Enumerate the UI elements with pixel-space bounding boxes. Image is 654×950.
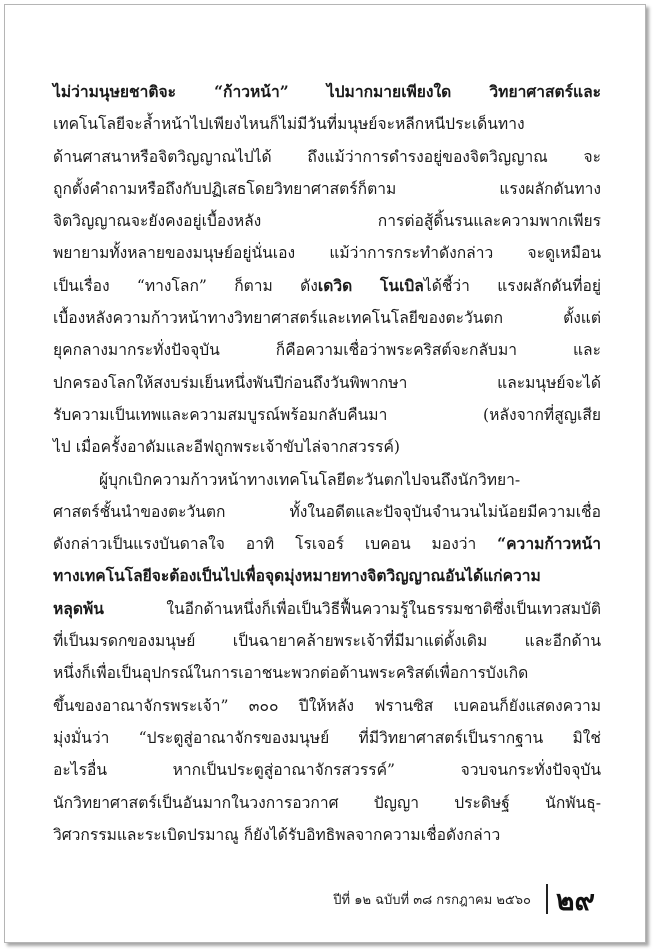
- text-line: [53, 787, 601, 819]
- bold-text-segment: “ความก้าวหน้า: [497, 534, 601, 554]
- footer-divider: [546, 884, 548, 914]
- text-line: [53, 431, 601, 463]
- text-segment: ดังกล่าวเป็นแรงบันดาลใจ อาทิ โรเจอร์ เบคอน มองว่า: [53, 535, 498, 554]
- text-segment: ที่เป็นมรดกของมนุษย์ เป็นฉายาคล้ายพระเจ้าที่มีมาแต่ดั้งเดิม และอีกด้าน: [53, 632, 601, 651]
- text-line: [53, 496, 601, 528]
- text-segment: วิศวกรรมและระเบิดปรมาณู ก็ยังได้รับอิทธิพลจากความเชื่อดังกล่าว: [53, 825, 501, 844]
- bold-text-segment: เดวิด โนเบิล: [317, 275, 424, 295]
- text-segment: ด้านศาสนาหรือจิตวิญญาณไปได้ ถึงแม้ว่าการดำรงอยู่ของจิตวิญญาณ จะ: [53, 147, 601, 166]
- text-line: [53, 399, 601, 431]
- text-line: [53, 173, 601, 205]
- text-line: [53, 76, 601, 108]
- text-segment: ไป เมื่อครั้งอาดัมและอีฟถูกพระเจ้าขับไล่จากสวรรค์): [53, 438, 400, 457]
- text-segment: ศาสตร์ชั้นนำของตะวันตก ทั้งในอดีตและปัจจุบันจำนวนไม่น้อยมีความเชื่อ: [53, 502, 601, 521]
- text-line: [53, 205, 601, 237]
- text-segment: เทคโนโลยีจะล้ำหน้าไปเพียงไหนก็ไม่มีวันที่มนุษย์จะหลีกหนีประเด็นทาง: [53, 115, 525, 134]
- text-segment: ผู้บุกเบิกความก้าวหน้าทางเทคโนโลยีตะวันตกไปจนถึงนักวิทยา-: [99, 470, 521, 489]
- text-segment: ถูกตั้งคำถามหรือถึงกับปฏิเสธโดยวิทยาศาสตร์ก็ตาม แรงผลักดันทาง: [53, 179, 601, 198]
- issue-info: ปีที่ ๑๒ ฉบับที่ ๓๘ กรกฎาคม ๒๕๖๐: [333, 893, 531, 908]
- text-segment: ขึ้นของอาณาจักรพระเจ้า” ๓๐๐ ปีให้หลัง ฟรานซิส เบคอนก็ยังแสดงความ: [53, 696, 601, 715]
- text-segment: พยายามทั้งหลายของมนุษย์อยู่นั่นเอง แม้ว่าการกระทำดังกล่าว จะดูเหมือน: [53, 244, 601, 263]
- text-segment: จิตวิญญาณจะยังคงอยู่เบื้องหลัง การต่อสู้ดิ้นรนและความพากเพียร: [53, 212, 601, 231]
- text-line: [53, 528, 601, 560]
- text-segment: ในอีกด้านหนึ่งก็เพื่อเป็นวิธีฟื้นความรู้ในธรรมชาติซึ่งเป็นเทวสมบัติ: [103, 599, 601, 618]
- bold-text-segment: ไม่ว่ามนุษยชาติจะ “ก้าวหน้า” ไปมากมายเพียงใด วิทยาศาสตร์และ: [53, 82, 601, 101]
- text-line: [53, 108, 601, 140]
- bold-text-segment: ทางเทคโนโลยีจะต้องเป็นไปเพื่อจุดมุ่งหมายทางจิตวิญญาณอันได้แก่ความ: [53, 566, 541, 586]
- text-line: [53, 625, 601, 657]
- text-line: [53, 367, 601, 399]
- text-segment: ปกครองโลกให้สงบร่มเย็นหนึ่งพันปีก่อนถึงวันพิพากษา และมนุษย์จะได้: [53, 373, 601, 392]
- text-line: [53, 237, 601, 269]
- text-line: [53, 819, 601, 851]
- text-line: [53, 560, 601, 592]
- text-segment: เป็นเรื่อง “ทางโลก” ก็ตาม ดัง: [53, 276, 318, 295]
- text-segment: มุ่งมั่นว่า “ประตูสู่อาณาจักรของมนุษย์ ที่มีวิทยาศาสตร์เป็นรากฐาน มิใช่: [53, 728, 601, 747]
- text-segment: หนึ่งก็เพื่อเป็นอุปกรณ์ในการเอาชนะพวกต่อต้านพระคริสต์เพื่อการบังเกิด: [53, 664, 529, 683]
- text-line: [53, 722, 601, 754]
- text-line: [53, 754, 601, 786]
- text-segment: ยุคกลางมากระทั่งปัจจุบัน ก็คือความเชื่อว่าพระคริสต์จะกลับมา และ: [53, 341, 601, 360]
- text-line: [53, 270, 601, 302]
- page-number: ๒๙: [556, 884, 595, 917]
- text-line: [53, 657, 601, 689]
- bold-text-segment: หลุดพ้น: [53, 598, 104, 618]
- text-segment: อะไรอื่น หากเป็นประตูสู่อาณาจักรสวรรค์” จวบจนกระทั่งปัจจุบัน: [53, 761, 601, 780]
- text-segment: รับความเป็นเทพและความสมบูรณ์พร้อมกลับคืนมา (หลังจากที่สูญเสีย: [53, 405, 601, 424]
- text-line: [53, 334, 601, 366]
- text-line: [53, 593, 601, 625]
- text-line: [53, 464, 601, 496]
- body-text: [53, 76, 601, 851]
- text-segment: นักวิทยาศาสตร์เป็นอันมากในวงการอวกาศ ปัญญา ประดิษฐ์ นักพันธุ-: [53, 793, 601, 812]
- text-line: [53, 690, 601, 722]
- text-line: [53, 302, 601, 334]
- text-line: [53, 141, 601, 173]
- text-segment: เบื้องหลังความก้าวหน้าทางวิทยาศาสตร์และเทคโนโลยีของตะวันตก ตั้งแต่: [53, 309, 601, 328]
- document-page: [4, 4, 646, 943]
- text-segment: ได้ชี้ว่า แรงผลักดันที่อยู่: [423, 276, 601, 295]
- page-footer: [305, 881, 615, 921]
